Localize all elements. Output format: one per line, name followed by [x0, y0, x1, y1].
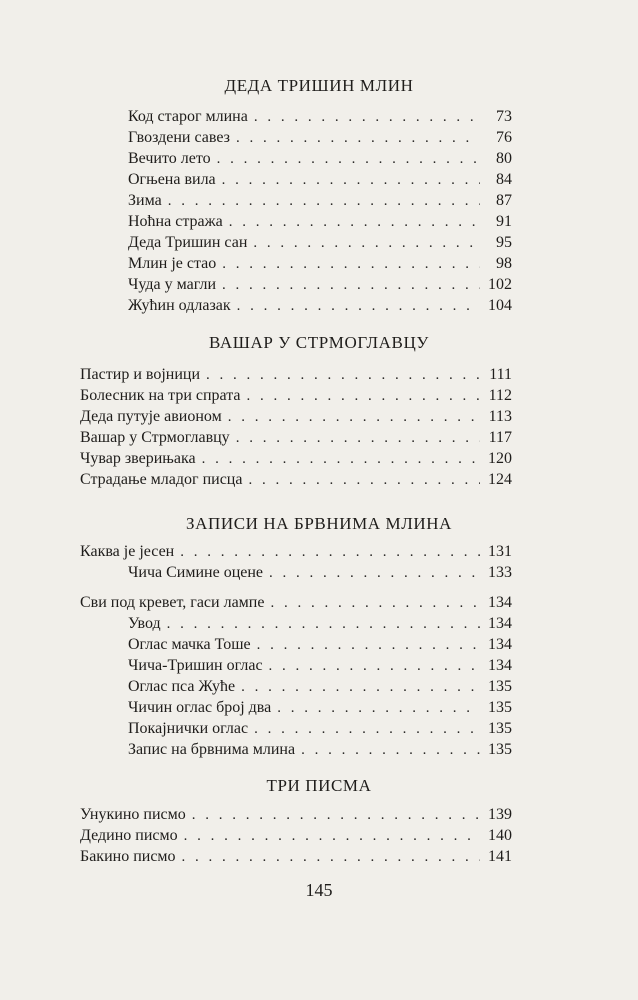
entry-page: 131 [488, 543, 512, 560]
toc-entry [80, 469, 512, 490]
entry-page: 91 [496, 213, 512, 230]
entry-label: Гвоздени савез [128, 129, 230, 146]
entry-label: Болесник на три спрата [80, 387, 241, 404]
entry-page: 139 [488, 806, 512, 823]
entry-page: 95 [496, 234, 512, 251]
entry-label: Зима [128, 192, 162, 209]
entry-page: 87 [496, 192, 512, 209]
dot-leader [254, 107, 480, 128]
dot-leader [168, 191, 480, 212]
dot-leader [222, 170, 480, 191]
entry-label: Деда путује авионом [80, 408, 222, 425]
dot-leader [241, 677, 480, 698]
toc-subentry [128, 634, 512, 655]
entry-label: Страдање младог писца [80, 471, 243, 488]
dot-leader [236, 428, 480, 449]
entry-page: 141 [488, 848, 512, 865]
entry-label: Код старог млина [128, 108, 248, 125]
entry-label: Чуда у магли [128, 276, 217, 293]
toc-entry [128, 295, 512, 316]
entry-label: Чичин оглас број два [128, 699, 272, 716]
entry-label: Бакино писмо [80, 848, 176, 865]
entry-page: 135 [488, 678, 512, 695]
toc-entry [80, 448, 512, 469]
toc-subentry [128, 697, 512, 718]
dot-leader [247, 386, 480, 407]
entry-label: Каква је јесен [80, 543, 175, 560]
toc-entry [128, 169, 512, 190]
entry-page: 104 [488, 297, 512, 314]
entry-page: 112 [488, 387, 512, 404]
section-title: ЗАПИСИ НА БРВНИМА МЛИНА [185, 514, 453, 533]
entry-label: Оглас пса Жуће [128, 678, 236, 695]
entry-label: Ноћна стража [128, 213, 223, 230]
toc-entry [128, 148, 512, 169]
toc-entry [80, 846, 512, 867]
entry-page: 135 [488, 741, 512, 758]
entry-page: 98 [496, 255, 512, 272]
entry-label: Покајнички оглас [128, 720, 249, 737]
entry-label: Вечито лето [128, 150, 211, 167]
entry-page: 124 [488, 471, 512, 488]
toc-subentry [128, 562, 512, 583]
dot-leader [236, 128, 480, 149]
toc-entry [128, 232, 512, 253]
toc-entry [128, 190, 512, 211]
dot-leader [237, 296, 480, 317]
entry-page: 113 [488, 408, 512, 425]
entry-page: 140 [488, 827, 512, 844]
entry-label: Увод [128, 615, 161, 632]
entry-page: 135 [488, 699, 512, 716]
entry-label: Чувар зверињака [80, 450, 196, 467]
entry-page: 134 [488, 636, 512, 653]
entry-label: Пастир и војници [80, 366, 201, 383]
entry-label: Огњена вила [128, 171, 216, 188]
entry-label: Млин је стао [128, 255, 217, 272]
toc-entry [80, 592, 512, 613]
entry-page: 76 [496, 129, 512, 146]
dot-leader [180, 542, 480, 563]
toc-subentry [128, 739, 512, 760]
toc-entry [80, 427, 512, 448]
entry-page: 84 [496, 171, 512, 188]
entry-label: Оглас мачка Тоше [128, 636, 251, 653]
dot-leader [253, 233, 480, 254]
dot-leader [202, 449, 480, 470]
dot-leader [222, 275, 480, 296]
toc-entry [80, 406, 512, 427]
toc-entry [80, 825, 512, 846]
toc-entry [128, 253, 512, 274]
toc-entry [128, 274, 512, 295]
dot-leader [182, 847, 480, 868]
entry-page: 120 [488, 450, 512, 467]
dot-leader [222, 254, 480, 275]
dot-leader [248, 470, 480, 491]
dot-leader [269, 656, 480, 677]
toc-entry [80, 364, 512, 385]
dot-leader [184, 826, 480, 847]
toc-subentry [128, 718, 512, 739]
dot-leader [270, 593, 480, 614]
entry-page: 134 [488, 657, 512, 674]
toc-subentry [128, 676, 512, 697]
dot-leader [192, 805, 480, 826]
dot-leader [228, 407, 480, 428]
entry-page: 134 [488, 594, 512, 611]
dot-leader [217, 149, 480, 170]
dot-leader [269, 563, 480, 584]
entry-page: 102 [488, 276, 512, 293]
page-number: 145 [305, 880, 333, 900]
entry-label: Жућин одлазак [128, 297, 231, 314]
entry-label: Чича-Тришин оглас [128, 657, 263, 674]
entry-page: 73 [496, 108, 512, 125]
dot-leader [277, 698, 480, 719]
dot-leader [257, 635, 480, 656]
entry-label: Сви под кревет, гаси лампе [80, 594, 265, 611]
dot-leader [254, 719, 480, 740]
toc-entry [80, 804, 512, 825]
entry-label: Вашар у Стрмоглавцу [80, 429, 230, 446]
toc-entry [128, 106, 512, 127]
entry-label: Чича Симине оцене [128, 564, 264, 581]
toc-entry [128, 127, 512, 148]
dot-leader [206, 365, 480, 386]
dot-leader [229, 212, 480, 233]
toc-entry [128, 211, 512, 232]
entry-page: 111 [489, 366, 512, 383]
toc-entry [80, 541, 512, 562]
entry-page: 134 [488, 615, 512, 632]
section-title: ДЕДА ТРИШИН МЛИН [224, 76, 414, 95]
entry-label: Запис на брвнима млина [128, 741, 296, 758]
dot-leader [167, 614, 480, 635]
entry-page: 135 [488, 720, 512, 737]
entry-label: Деда Тришин сан [128, 234, 248, 251]
entry-page: 117 [488, 429, 512, 446]
entry-label: Унукино писмо [80, 806, 186, 823]
dot-leader [301, 740, 480, 761]
entry-page: 80 [496, 150, 512, 167]
section-title: ТРИ ПИСМА [266, 776, 372, 795]
entry-label: Дедино писмо [80, 827, 178, 844]
toc-subentry [128, 655, 512, 676]
entry-page: 133 [488, 564, 512, 581]
section-title: ВАШАР У СТРМОГЛАВЦУ [209, 333, 429, 352]
toc-entry [80, 385, 512, 406]
toc-subentry [128, 613, 512, 634]
